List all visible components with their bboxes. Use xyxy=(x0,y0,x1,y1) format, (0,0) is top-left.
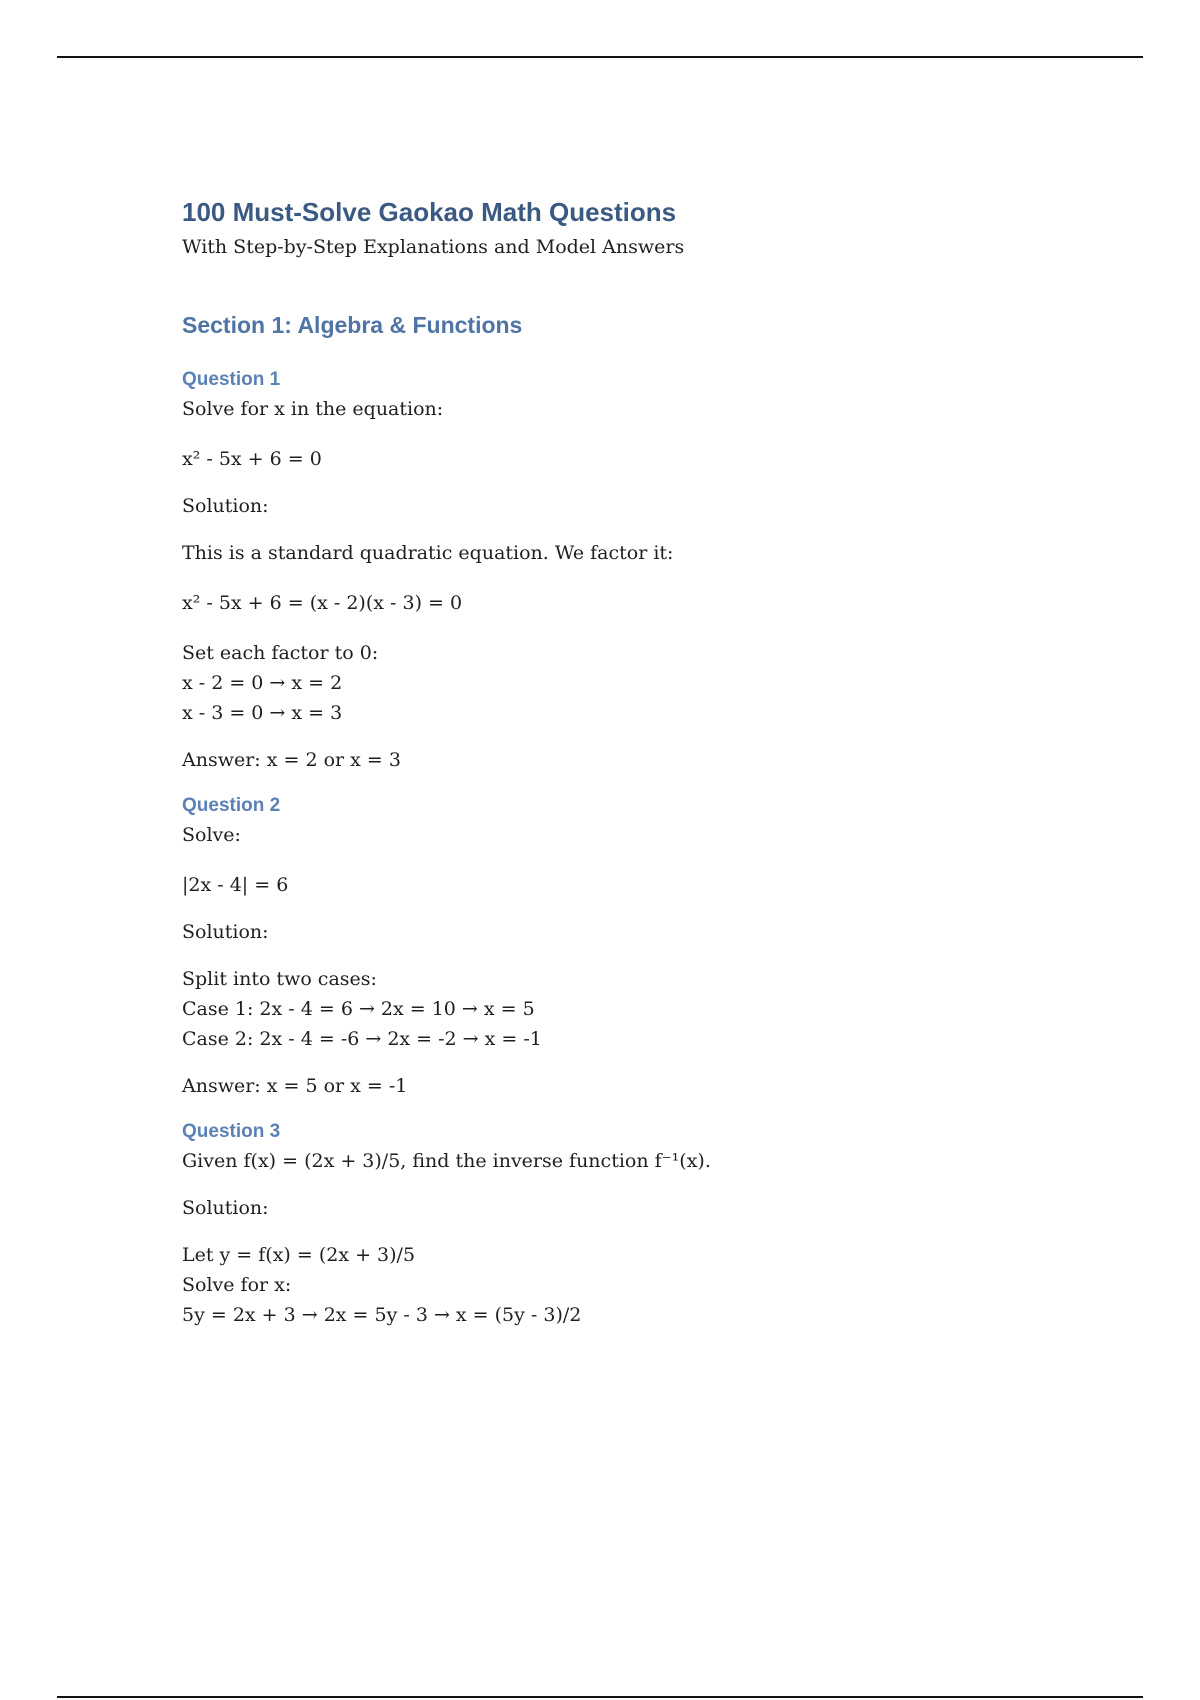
solution-step: Case 2: 2x - 4 = -6 → 2x = -2 → x = -1 xyxy=(182,1028,542,1050)
solution-text: Split into two cases: xyxy=(182,968,377,990)
solution-label: Solution: xyxy=(182,1197,269,1219)
question-prompt: Solve for x in the equation: xyxy=(182,398,444,420)
equation: x² - 5x + 6 = 0 xyxy=(182,448,322,470)
question-label: Question 3 xyxy=(182,1121,281,1142)
solution-step: 5y = 2x + 3 → 2x = 5y - 3 → x = (5y - 3)/2 xyxy=(182,1304,582,1326)
question-label: Question 2 xyxy=(182,795,281,816)
solution-text: Let y = f(x) = (2x + 3)/5 xyxy=(182,1244,416,1266)
document-subtitle: With Step-by-Step Explanations and Model Answers xyxy=(182,236,685,258)
question-prompt: Solve: xyxy=(182,824,241,846)
question-prompt: Given f(x) = (2x + 3)/5, find the inverse function f⁻¹(x). xyxy=(182,1150,711,1172)
equation: x² - 5x + 6 = (x - 2)(x - 3) = 0 xyxy=(182,592,463,614)
section-heading: Section 1: Algebra & Functions xyxy=(182,312,523,338)
solution-label: Solution: xyxy=(182,921,269,943)
document-body xyxy=(182,190,1082,1330)
solution-step: x - 3 = 0 → x = 3 xyxy=(182,702,343,724)
solution-text: Set each factor to 0: xyxy=(182,642,379,664)
equation: |2x - 4| = 6 xyxy=(182,874,289,896)
header-rule xyxy=(57,56,1143,58)
solution-text: Solve for x: xyxy=(182,1274,292,1296)
footer-rule xyxy=(57,1696,1143,1698)
answer: Answer: x = 5 or x = -1 xyxy=(182,1075,408,1097)
question-label: Question 1 xyxy=(182,369,281,390)
document-title: 100 Must-Solve Gaokao Math Questions xyxy=(182,197,677,227)
solution-step: Case 1: 2x - 4 = 6 → 2x = 10 → x = 5 xyxy=(182,998,535,1020)
question-1 xyxy=(182,366,1082,775)
question-3 xyxy=(182,1118,1082,1330)
solution-text: This is a standard quadratic equation. We factor it: xyxy=(182,542,674,564)
question-2 xyxy=(182,792,1082,1101)
answer: Answer: x = 2 or x = 3 xyxy=(182,749,401,771)
solution-label: Solution: xyxy=(182,495,269,517)
solution-step: x - 2 = 0 → x = 2 xyxy=(182,672,343,694)
